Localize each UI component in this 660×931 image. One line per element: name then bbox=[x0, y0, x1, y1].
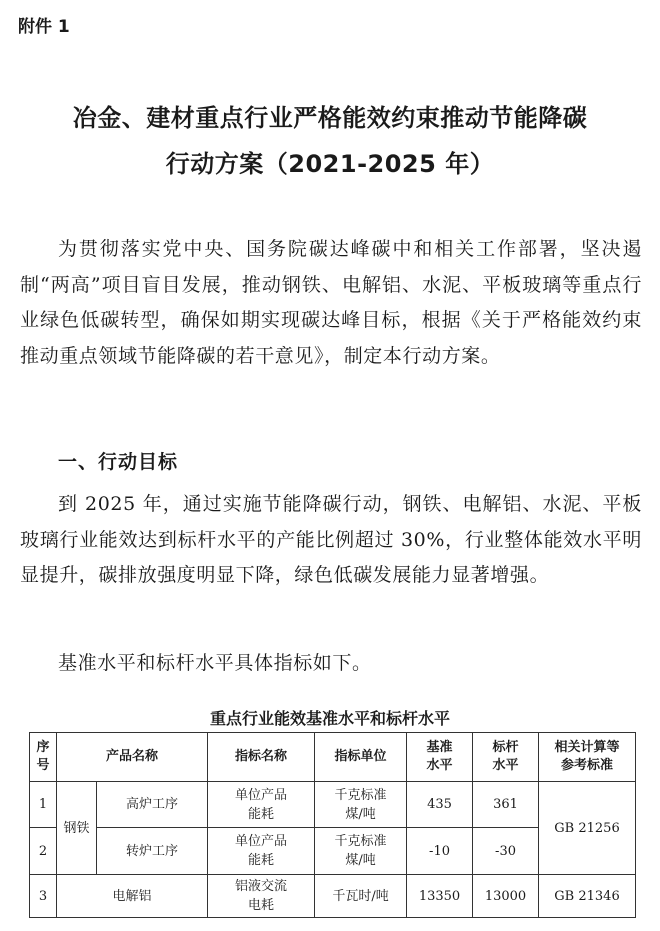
table-row bbox=[30, 875, 636, 918]
cell-seq: 2 bbox=[30, 828, 57, 875]
header-baseline: 基准 水平 bbox=[407, 733, 473, 782]
cell-baseline: 435 bbox=[407, 782, 473, 828]
cell-baseline: 13350 bbox=[407, 875, 473, 918]
cell-product: 电解铝 bbox=[57, 875, 208, 918]
intro-paragraph: 为贯彻落实党中央、国务院碳达峰碳中和相关工作部署，坚决遏制“两高”项目盲目发展，推动钢铁、电解铝、水泥、平板玻璃等重点行业绿色低碳转型，确保如期实现碳达峰目标，根据《关于严格能效约束推动重点领域节能降碳的若干意见》，制定本行动方案。 bbox=[20, 238, 642, 367]
cell-seq: 3 bbox=[30, 875, 57, 918]
cell-unit: 千克标准 煤/吨 bbox=[315, 782, 407, 828]
header-indicator: 指标名称 bbox=[208, 733, 315, 782]
document-title-line2: 行动方案（2021-2025 年） bbox=[165, 150, 495, 178]
cell-indicator: 单位产品 能耗 bbox=[208, 828, 315, 875]
header-unit: 指标单位 bbox=[315, 733, 407, 782]
cell-standard: GB 21346 bbox=[539, 875, 636, 918]
cell-product: 转炉工序 bbox=[97, 828, 208, 875]
cell-benchmark: -30 bbox=[473, 828, 539, 875]
cell-unit: 千克标准 煤/吨 bbox=[315, 828, 407, 875]
cell-benchmark: 13000 bbox=[473, 875, 539, 918]
header-standard: 相关计算等 参考标准 bbox=[539, 733, 636, 782]
section-heading-goals: 一、行动目标 bbox=[58, 451, 179, 473]
cell-category: 钢铁 bbox=[57, 782, 97, 875]
cell-baseline: -10 bbox=[407, 828, 473, 875]
cell-benchmark: 361 bbox=[473, 782, 539, 828]
header-benchmark: 标杆 水平 bbox=[473, 733, 539, 782]
cell-unit: 千瓦时/吨 bbox=[315, 875, 407, 918]
cell-seq: 1 bbox=[30, 782, 57, 828]
table-header-row bbox=[30, 733, 636, 782]
energy-efficiency-table bbox=[29, 732, 636, 918]
cell-standard: GB 21256 bbox=[539, 782, 636, 875]
cell-indicator: 单位产品 能耗 bbox=[208, 782, 315, 828]
table-title: 重点行业能效基准水平和标杆水平 bbox=[209, 709, 450, 728]
document-title-line1: 冶金、建材重点行业严格能效约束推动节能降碳 bbox=[72, 104, 588, 132]
goals-paragraph: 到 2025 年，通过实施节能降碳行动，钢铁、电解铝、水泥、平板玻璃行业能效达到标杆水平的产能比例超过 30%，行业整体能效水平明显提升，碳排放强度明显下降，绿色低碳发展能力显著增强。 bbox=[20, 493, 642, 586]
indicator-intro-paragraph: 基准水平和标杆水平具体指标如下。 bbox=[58, 652, 372, 674]
cell-indicator: 铝液交流 电耗 bbox=[208, 875, 315, 918]
cell-product: 高炉工序 bbox=[97, 782, 208, 828]
attachment-label: 附件 1 bbox=[18, 17, 70, 37]
table-row bbox=[30, 782, 636, 828]
header-product: 产品名称 bbox=[57, 733, 208, 782]
header-seq: 序 号 bbox=[30, 733, 57, 782]
